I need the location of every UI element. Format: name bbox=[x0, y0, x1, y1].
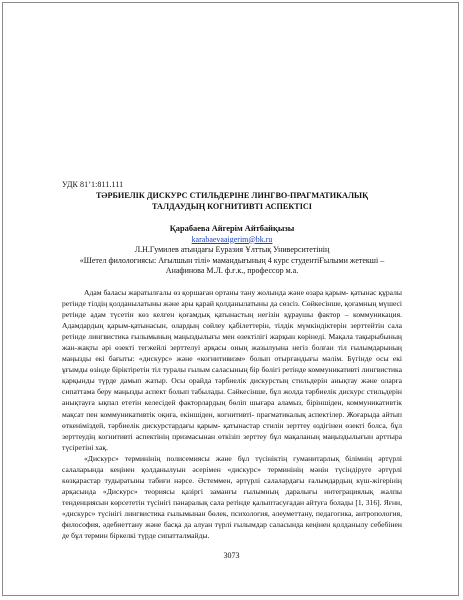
article-body bbox=[62, 287, 402, 541]
body-paragraph: «Дискурс» терминінің полисемиясы және бұл түсініктің гуманитарлық білімнің әртүрлі салаларында кеңінен қолданылуын әсерімен «дискурс» терминінің мәнін түсіндіруге әртүрлі көзқарастар тудыратыны табиғи нәрсе. Əстеммен, әртүрлі салалардағы ғалымдардың күш-жігерінің арқасында «Дискурс» теориясы қазіргі заманғы ғылымның даралығы интеграциялық жалпы тенденциясын көрсететін түсінігі пәнаралық сала ретінде қалыптасуғадан айтуға болады [1, 316]. Яғни, «дискурс» түсінігі лингвистика ғылымынан бөлек, психология, әлеуметтану, педагогика, антропология, философия, әдебиеттану және басқа да алуан түрлі ғылымдар саласында кеңінен қолданылу себебінен де бұл термин біркелкі түрде сипатталмайды. bbox=[62, 453, 402, 541]
title-line: ТӘРБИЕЛІК ДИСКУРС СТИЛЬДЕРІНЕ ЛИНГВО-ПРАГМАТИКАЛЫҚ bbox=[95, 191, 369, 200]
affiliation-line: Анафинова М.Л. ф.ғ.к., профессор м.а. bbox=[165, 266, 299, 275]
page-number: 3073 bbox=[223, 551, 240, 560]
article-title bbox=[62, 190, 402, 212]
author-email-link[interactable]: karabaevaaigerim@bk.ru bbox=[191, 234, 273, 244]
affiliation-line: «Шетел филологиясы: Ағылшын тілі» мамандығының 4 курс студентіҒылыми жетекші – bbox=[79, 255, 385, 265]
author-name: Қарабаева Айгерім Айтбайқызы bbox=[169, 224, 295, 233]
title-line: ТАЛДАУДЫҢ КОГНИТИВТІ АСПЕКТІСІ bbox=[151, 202, 312, 211]
affiliation-line: Л.Н.Гумилев атындағы Еуразия Ұлттық Университетінің bbox=[134, 245, 330, 254]
author-block bbox=[62, 224, 402, 277]
body-paragraph: Адам баласы жаратылғалы өз қоршаған ортаны тану жолында және өзара қарым- қатынас құралы ретінде тілдің қолданылатыны және ары қарай қолданылатыны да сөзсіз. Сөйкесінше, қоғамның мүшесі ретінде адам түсетін көз келген қоғамдық қатынастың негізін құраушы фактор – коммуникация. Адамдардың қарым-қатынасын, олардың сөйлеу қабілеттерін, тілдік мүмкіндіктерін зерттейтін сала ретінде лингвистика ғылымының маңыздылығы мен өзектілігі жарқын көрінеді. Мақала тақырыбының жан-жақты әрі өзекті тегжейлі зерттелуі арқасы оның жазылуына негіз болған тіл ғылымдарының маңызды екі бағыты: «дискурс» және «когнитивизм» болып отырғандығы мәлім. Бүгінде осы екі ұғымды өзінде біріктіретін тіл туралы ғылым саласының бір бөлігі ретінде коммуникативті лингвистика қарқынды түрде дамып жатыр. Осы орайда тәрбиелік дискурстың стильдерін анықтау және оларға сипаттама беру маңызды аспект болып табылады. Сәйкесінше, бұл жолда тәрбиелік дискурс стильдерін анықтауға ықпал ететін келесідей факторлардың бөліп шығара аламыз, біріншіден, коммуникативтік мақсат пен коммуникативтік оқиға, екіншіден, когнитивті- прагматикалық аспектілер. Жоғарыда айтып өткеніміздей, тәрбиелік дискурстардағы қарым- қатынастар стилін зерттеу өздігінен өзекті болса, бұл зерттеудің когнитивті аспектінің призмасынан өткізіп зерттеу бұл мақаланың маңыздылығын арттыра түсіретіні хақ. bbox=[62, 288, 402, 452]
udk-code: УДК 81’1:811.111 bbox=[62, 180, 124, 189]
